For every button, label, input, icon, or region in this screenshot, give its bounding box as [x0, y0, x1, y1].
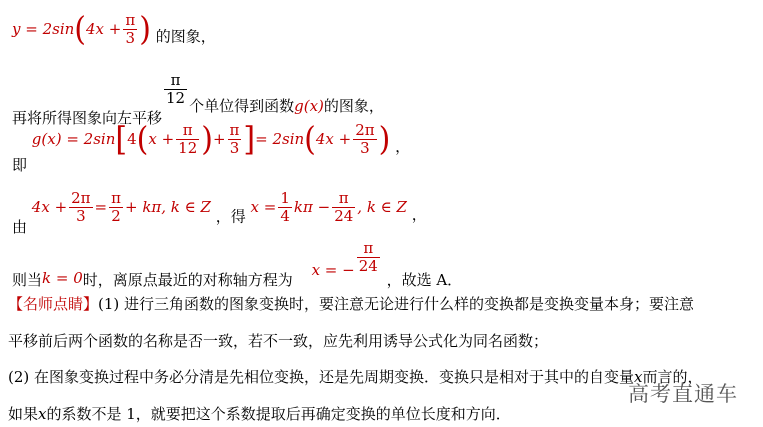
fraction: $\frac{2\pi}{3}$: [71, 189, 91, 225]
tip-line-4: 如果x的系数不是 1，就要把这个系数提取后再确定变换的单位长度和方向．: [8, 405, 511, 423]
fraction: $\frac{\pi}{2}$: [111, 189, 121, 225]
formula-y: y = 2sin(4x + $\frac{\pi}{3}$ ): [12, 9, 151, 49]
formula-axis: x = − $\frac{\pi}{24}$: [311, 239, 378, 279]
formula-equation: 4x + $\frac{2\pi}{3}$ = $\frac{\pi}{2}$ + kπ, k ∈ Z: [31, 189, 211, 225]
fraction: $\frac{2\pi}{3}$: [355, 121, 375, 157]
fraction: $\frac{1}{4}$: [280, 189, 290, 225]
fraction: $\frac{\pi}{24}$: [334, 189, 354, 225]
text-line-2: 再将所得图象向左平移 $\frac{\pi}{12}$ 个单位得到函数g(x)的图象，: [12, 71, 384, 127]
tip-line-2: 平移前后两个函数的名称是否一致，若不一致，应先利用诱导公式化为同名函数；: [8, 332, 549, 350]
fraction: $\frac{\pi}{3}$: [125, 11, 136, 47]
fraction: $\frac{\pi}{12}$: [178, 121, 198, 157]
formula-g: g(x) = 2sin[4(x + $\frac{\pi}{12}$ )+ $\frac{\pi}{3}$ ]= 2sin(4x + $\frac{2\pi}{3}$ ): [31, 119, 391, 159]
fraction: $\frac{\pi}{12}$: [166, 71, 186, 107]
tip-tag: 【名师点睛】: [8, 295, 99, 313]
tip-line-3: (2) 在图象变换过程中务必分清是先相位变换，还是先周期变换．变换只是相对于其中的自变量x而言的，: [8, 368, 703, 386]
text: 的图象，: [155, 27, 216, 46]
fraction: $\frac{\pi}{24}$: [358, 239, 378, 275]
formula-line-1: [12, 9, 216, 49]
formula-solution: x = $\frac{1}{4}$ kπ − $\frac{\pi}{24}$ , k ∈ Z: [250, 189, 407, 225]
fraction: $\frac{\pi}{3}$: [229, 121, 240, 157]
formula-line-4: 由 4x + $\frac{2\pi}{3}$ = $\frac{\pi}{2}$ + kπ, k ∈ Z ，得 x = $\frac{1}{4}$ kπ − $\frac{\pi}{24}$ , k ∈ Z ，: [12, 189, 427, 236]
text-line-5: 则当k = 0时，离原点最近的对称轴方程为 x = − $\frac{\pi}{24}$ ，故选 A．: [12, 239, 463, 289]
watermark-text: 高考直通车: [628, 382, 738, 406]
formula-line-3: 即 g(x) = 2sin[4(x + $\frac{\pi}{12}$ )+ $\frac{\pi}{3}$ ]= 2sin(4x + $\frac{2\pi}{3}$ ) ，: [12, 119, 411, 174]
tip-line-1: 【名师点睛】(1) 进行三角函数的图象变换时，要注意无论进行什么样的变换都是变换变量本身；要注意: [8, 295, 695, 313]
